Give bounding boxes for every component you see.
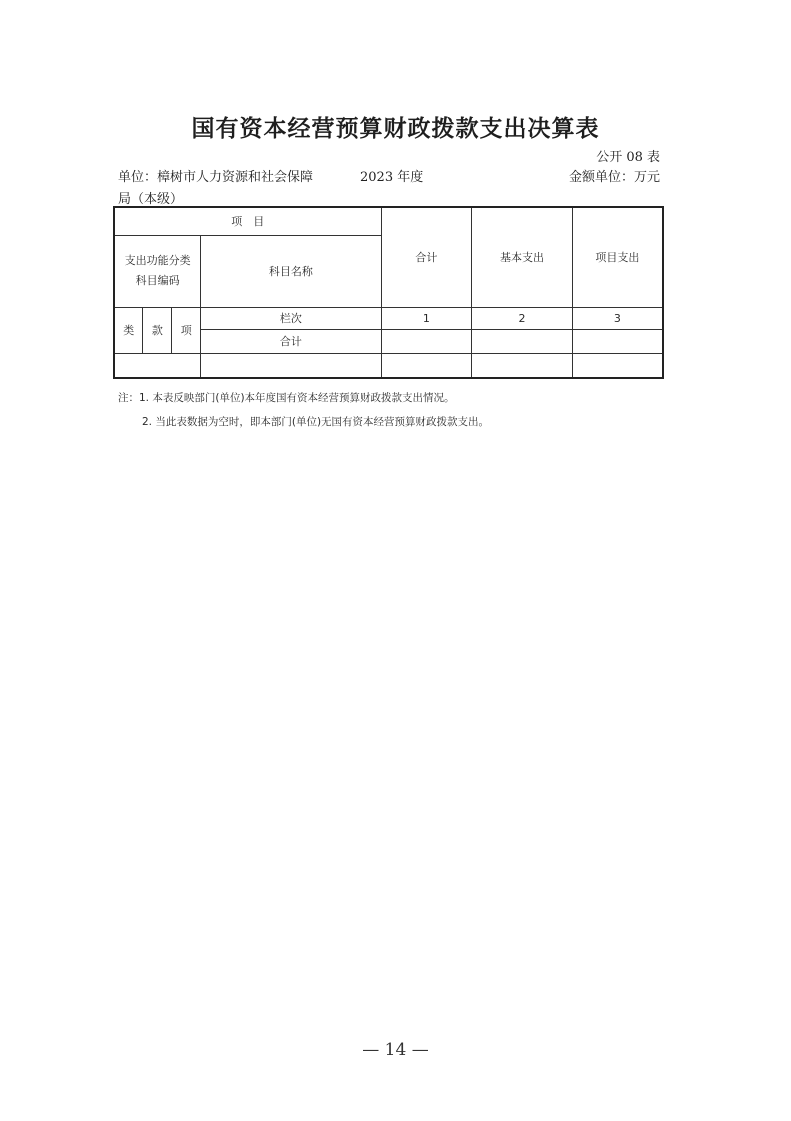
- empty-code-cell: [114, 353, 201, 378]
- sub-lei: 类: [114, 307, 143, 353]
- total-sum-cell: [381, 329, 472, 353]
- empty-basic-cell: [472, 353, 573, 378]
- note-1: 注：1. 本表反映部门(单位)本年度国有资本经营预算财政拨款支出情况。: [118, 392, 455, 404]
- form-code: 公开 08 表: [596, 150, 660, 165]
- total-project-cell: [572, 329, 663, 353]
- empty-project-cell: [572, 353, 663, 378]
- lanci-2: 2: [472, 307, 573, 329]
- row-total-label: 合计: [201, 329, 381, 353]
- sub-kuan: 款: [143, 307, 172, 353]
- total-basic-cell: [472, 329, 573, 353]
- empty-name-cell: [201, 353, 381, 378]
- amount-unit: 金额单位：万元: [568, 170, 660, 185]
- budget-table: [113, 206, 664, 379]
- fiscal-year: 2023 年度: [360, 170, 424, 185]
- lanci-1: 1: [381, 307, 472, 329]
- header-item: 项 目: [114, 207, 381, 235]
- sub-xiang: 项: [172, 307, 201, 353]
- lanci-3: 3: [572, 307, 663, 329]
- unit-label: 单位：樟树市人力资源和社会保障局（本级）: [118, 170, 314, 207]
- note-2: 2. 当此表数据为空时，即本部门(单位)无国有资本经营预算财政拨款支出。: [142, 416, 490, 428]
- header-basic-expense: 基本支出: [472, 207, 573, 307]
- row-lanci-label: 栏次: [201, 307, 381, 329]
- page-number: — 14 —: [362, 1040, 429, 1060]
- table-row-empty: [114, 353, 663, 378]
- table-row-lanci: [114, 307, 663, 329]
- empty-total-cell: [381, 353, 472, 378]
- table-header-row: [114, 207, 663, 235]
- header-project-expense: 项目支出: [572, 207, 663, 307]
- header-total: 合计: [381, 207, 472, 307]
- notes: [118, 386, 489, 434]
- page-title: 国有资本经营预算财政拨款支出决算表: [191, 116, 600, 142]
- header-subject-name: 科目名称: [201, 235, 381, 307]
- header-function-code: 支出功能分类科目编码: [114, 235, 201, 307]
